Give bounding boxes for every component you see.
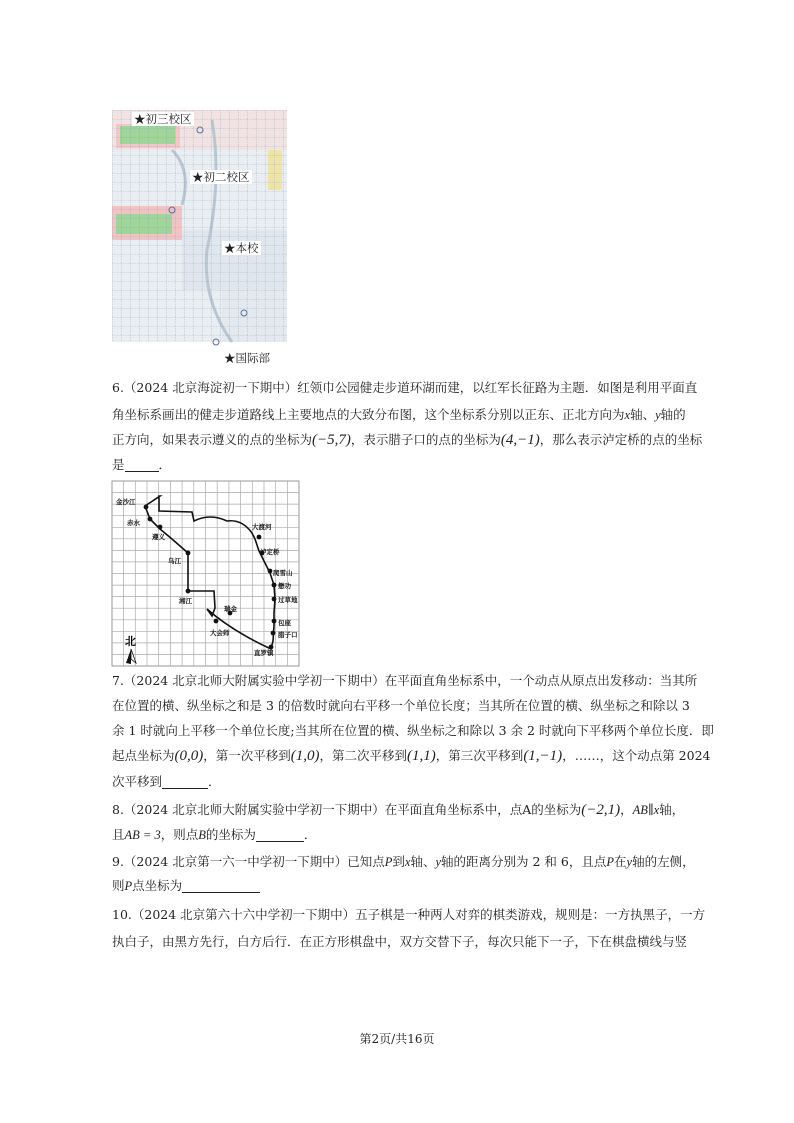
q7-line-2: 在位置的横、纵坐标之和是 3 的倍数时就向右平移一个单位长度；当其所在位置的横、纵坐标之和除以 3 — [112, 698, 690, 713]
ab-length: AB = 3 — [124, 828, 161, 842]
place-lazikou: 腊子口 — [278, 631, 298, 639]
q8-line-2-text: 且 — [112, 827, 125, 842]
q9-line-2-text: 则 — [112, 878, 125, 893]
place-maogong: 懋功 — [278, 582, 291, 590]
q6-line-1: 6.（2024 北京海淀初一下期中）红领巾公园健走步道环湖而建，以红军长征路为主题．如图是利用平面直 — [112, 380, 698, 395]
q7-end: ． — [208, 774, 221, 789]
answer-blank[interactable] — [162, 774, 208, 789]
map-label-chuer: ★初二校区 — [192, 170, 250, 184]
q9-in-word: 在 — [613, 854, 627, 869]
q7-line-4 — [112, 746, 710, 766]
map-label-guojibu: ★国际部 — [224, 351, 270, 365]
axis-word-end: 轴的 — [660, 407, 686, 422]
q8-point-word: ，则点 — [160, 827, 199, 842]
q7-line-5-text: 次平移到 — [112, 774, 163, 789]
q7-tail-text: ，……，这个动点第 2024 — [562, 748, 711, 763]
place-xiangjiang: 湘江 — [179, 597, 192, 605]
route-map — [112, 481, 299, 666]
answer-blank[interactable] — [182, 878, 260, 893]
y-axis-symbol: y — [655, 408, 661, 422]
place-daduhe: 大渡河 — [252, 523, 272, 531]
q7-start-text: 起点坐标为 — [112, 748, 175, 763]
zunyi-coordinate: (−5,7) — [312, 432, 351, 448]
q9-line-1 — [112, 852, 695, 872]
q10-line-1: 10.（2024 北京第六十六中学初一下期中）五子棋是一种两人对弈的棋类游戏，规则是：一方执黑子，一方 — [112, 907, 706, 922]
campus-map — [112, 110, 287, 365]
q9-left-side-text: 轴的左侧， — [632, 854, 695, 869]
q8-axis-word: 轴， — [659, 802, 685, 817]
q6-line-4 — [112, 455, 171, 475]
place-baozuo: 包座 — [278, 619, 291, 627]
q6-line-3-mid: ，表示腊子口的点的坐标为 — [350, 432, 501, 447]
x-axis-symbol: x — [404, 855, 411, 869]
coord-1-1: (1,1) — [407, 748, 436, 764]
q7-line-5 — [112, 772, 221, 792]
q6-line-2-text: 角坐标系画出的健走步道路线上主要地点的大致分布图，这个坐标系分别以正东、正北方向为 — [112, 407, 625, 422]
point-p-symbol: P — [124, 879, 133, 893]
place-dahuishi: 大会师 — [210, 629, 230, 637]
point-a-coordinate: (−2,1) — [581, 802, 621, 818]
point-p-symbol: P — [384, 855, 393, 869]
place-zunyi: 遵义 — [152, 533, 165, 541]
place-paxueshan: 爬雪山 — [273, 569, 293, 577]
axis-word: 轴、 — [630, 407, 656, 422]
q8-separator: ， — [620, 802, 633, 817]
q6-line-3-text: 正方向，如果表示遵义的点的坐标为 — [112, 432, 313, 447]
q8-line-2 — [112, 825, 316, 845]
place-wujiang: 乌江 — [168, 557, 181, 565]
y-axis-symbol: y — [435, 855, 442, 869]
q8-coord-word: 的坐标为 — [205, 827, 256, 842]
q6-line-3-end: ，那么表示泸定桥的点的坐标 — [539, 432, 703, 447]
place-guocaodi: 过草地 — [278, 596, 298, 604]
q7-move3-text: ，第三次平移到 — [435, 748, 524, 763]
y-axis-symbol: y — [626, 855, 633, 869]
q9-distance-text: 轴的距离分别为 2 和 6，且点 — [441, 854, 607, 869]
page-footer: 第2页/共16页 — [359, 1032, 435, 1046]
map-label-chusan: ★初三校区 — [134, 112, 192, 126]
north-label: 北 — [125, 635, 136, 648]
answer-blank[interactable] — [256, 827, 304, 842]
campus-map-graphic — [112, 110, 287, 342]
ab-parallel-x: AB∥x — [632, 803, 660, 817]
q9-to-word: 到 — [392, 854, 405, 869]
coord-1-neg1: (1,−1) — [523, 748, 563, 764]
q6-line-2 — [112, 405, 686, 425]
q9-line-1-text: 9.（2024 北京第一六一中学初一下期中）已知点 — [112, 854, 385, 869]
place-chishui: 赤水 — [127, 519, 140, 527]
coord-1-0: (1,0) — [290, 748, 320, 764]
q8-line-1 — [112, 800, 684, 820]
point-b-symbol: B — [198, 828, 206, 842]
q10-line-2: 执白子，由黑方先行，白方后行．在正方形棋盘中，双方交替下子，每次只能下一子，下在棋盘横线与竖 — [112, 934, 688, 949]
answer-blank[interactable] — [125, 457, 159, 472]
lazikou-coordinate: (4,−1) — [500, 432, 540, 448]
place-jinshajiang: 金沙江 — [116, 498, 136, 506]
place-zhiluozhen: 直罗镇 — [254, 649, 274, 657]
q9-line-2 — [112, 876, 260, 896]
q7-line-3: 余 1 时就向上平移一个单位长度;当其所在位置的横、纵坐标之和除以 3 余 2 时就向下平移两个单位长度．即 — [112, 723, 714, 738]
q6-line-4-text: 是 — [112, 457, 125, 472]
place-ludingqiao: 泸定桥 — [260, 548, 280, 556]
q7-line-1: 7.（2024 北京北师大附属实验中学初一下期中）在平面直角坐标系中，一个动点从原点出发移动：当其所 — [112, 673, 698, 688]
q8-line-1-text: 8.（2024 北京北师大附属实验中学初一下期中）在平面直角坐标系中，点A的坐标为 — [112, 802, 582, 817]
q6-line-3 — [112, 430, 702, 450]
coord-0-0: (0,0) — [174, 748, 204, 764]
x-axis-symbol: x — [624, 408, 631, 422]
place-ruijin: 瑞金 — [224, 605, 237, 613]
q6-end: ． — [158, 457, 172, 472]
route-map-graphic — [112, 481, 299, 666]
q7-move1-text: ，第一次平移到 — [203, 748, 291, 763]
point-p-symbol: P — [606, 855, 614, 869]
q8-end: ． — [303, 827, 317, 842]
q9-coord-word: 点坐标为 — [132, 878, 183, 893]
q9-axis-word: 轴、 — [410, 854, 436, 869]
map-label-benxiao: ★本校 — [224, 241, 259, 255]
q7-move2-text: ，第二次平移到 — [319, 748, 408, 763]
